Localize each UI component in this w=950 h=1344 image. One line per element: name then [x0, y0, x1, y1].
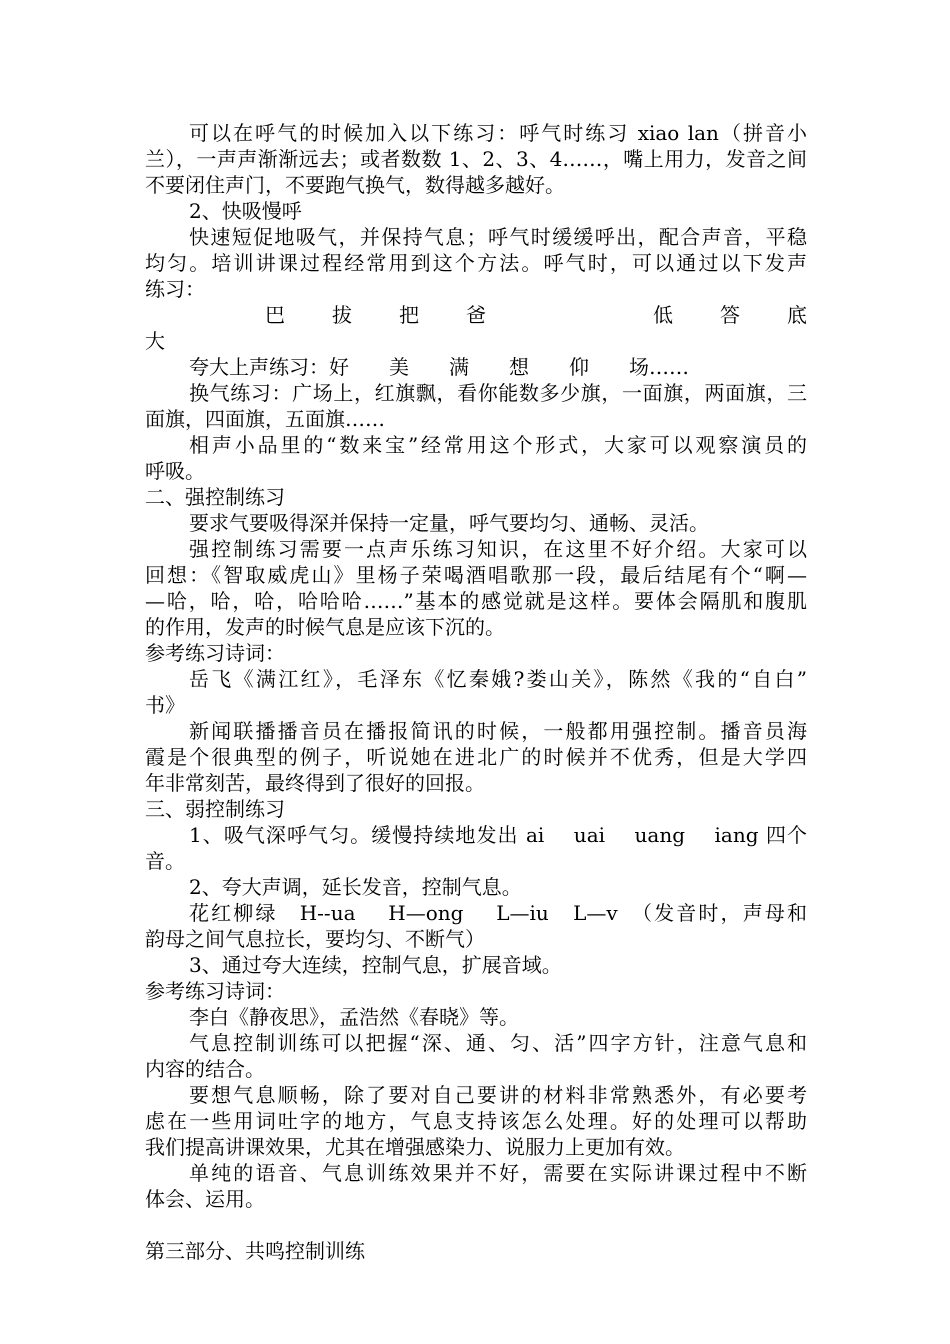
syllable: 把 [399, 303, 419, 327]
paragraph-line: 李白《静夜思》，孟浩然《春晓》等。 [189, 1005, 519, 1029]
paragraph-line: 回想：《智取威虎山》里杨子荣喝酒唱歌那一段，最后结尾有个“啊— [145, 563, 807, 587]
paragraph-line: 夸大上声练习：好 美 满 想 仰 场…… [189, 355, 689, 379]
syllable: 低 [653, 303, 673, 327]
paragraph-line: 均匀。培训讲课过程经常用到这个方法。呼气时，可以通过以下发声 [145, 251, 807, 275]
paragraph-line: 新闻联播播音员在播报简讯的时候，一般都用强控制。播音员海 [189, 719, 807, 743]
section-subheading: 参考练习诗词： [145, 979, 285, 1003]
paragraph-line: 不要闭住声门，不要跑气换气，数得越多越好。 [145, 173, 565, 197]
paragraph-line: 霞是个很典型的例子，听说她在进北广的时候并不优秀，但是大学四 [145, 745, 807, 769]
paragraph-line: 要求气要吸得深并保持一定量，呼气要均匀、通畅、灵活。 [189, 511, 709, 535]
paragraph-line: 面旗，四面旗，五面旗…… [145, 407, 385, 431]
paragraph-line: 韵母之间气息拉长，要均匀、不断气） [145, 927, 485, 951]
paragraph-line: 强控制练习需要一点声乐练习知识，在这里不好介绍。大家可以 [189, 537, 807, 561]
paragraph-line: 我们提高讲课效果，尤其在增强感染力、说服力上更加有效。 [145, 1135, 685, 1159]
paragraph-line: 花红柳绿 H--ua H—ong L—iu L—v （发音时，声母和 [189, 901, 807, 925]
paragraph-line: 换气练习：广场上，红旗飘，看你能数多少旗，一面旗，两面旗，三 [189, 381, 807, 405]
paragraph-line: 音。 [145, 849, 185, 873]
paragraph-line: 要想气息顺畅，除了要对自己要讲的材料非常熟悉外，有必要考 [189, 1083, 807, 1107]
paragraph-line: 兰），一声声渐渐远去；或者数数 1、2、3、4……，嘴上用力，发音之间 [145, 147, 807, 171]
paragraph-line: 内容的结合。 [145, 1057, 265, 1081]
syllable: 爸 [466, 303, 486, 327]
paragraph-line: 1、吸气深呼气匀。缓慢持续地发出 ai uai uang iang 四个 [189, 823, 807, 847]
paragraph-line: 呼吸。 [145, 459, 205, 483]
paragraph-line: 练习： [145, 277, 205, 301]
section-heading: 二、强控制练习 [145, 485, 285, 509]
paragraph-line: 3、通过夸大连续，控制气息，扩展音域。 [189, 953, 562, 977]
blank-line [145, 1212, 807, 1238]
part-heading: 第三部分、共鸣控制训练 [145, 1239, 365, 1263]
paragraph-line: 年非常刻苦，最终得到了很好的回报。 [145, 771, 485, 795]
syllable: 底 [787, 303, 807, 327]
section-subheading: 2、快吸慢呼 [189, 199, 302, 223]
section-heading: 三、弱控制练习 [145, 797, 285, 821]
syllable: 巴 [265, 303, 285, 327]
paragraph-line: —哈，哈，哈，哈哈哈……”基本的感觉就是这样。要体会隔肌和腹肌 [145, 589, 807, 613]
paragraph-line: 书》 [145, 693, 185, 717]
paragraph-line: 相声小品里的“数来宝”经常用这个形式，大家可以观察演员的 [189, 433, 807, 457]
syllable: 答 [720, 303, 740, 327]
paragraph-line: 快速短促地吸气，并保持气息；呼气时缓缓呼出，配合声音，平稳 [189, 225, 807, 249]
paragraph-line: 气息控制训练可以把握“深、通、匀、活”四字方针，注意气息和 [189, 1031, 807, 1055]
paragraph-line: 单纯的语音、气息训练效果并不好，需要在实际讲课过程中不断 [189, 1161, 807, 1185]
paragraph-line: 可以在呼气的时候加入以下练习：呼气时练习 xiao lan（拼音小 [189, 121, 807, 145]
syllable: 拔 [332, 303, 352, 327]
paragraph-line: 虑在一些用词吐字的地方，气息支持该怎么处理。好的处理可以帮助 [145, 1109, 807, 1133]
paragraph-line: 岳飞《满江红》，毛泽东《忆秦娥?娄山关》，陈然《我的“自白” [189, 667, 807, 691]
paragraph-line: 的作用，发声的时候气息是应该下沉的。 [145, 615, 505, 639]
section-subheading: 参考练习诗词： [145, 641, 285, 665]
paragraph-line: 体会、运用。 [145, 1187, 265, 1211]
paragraph-line: 大 [145, 329, 165, 353]
document-page [145, 120, 807, 1264]
syllable-row [145, 302, 807, 328]
paragraph-line: 2、夸大声调，延长发音，控制气息。 [189, 875, 522, 899]
